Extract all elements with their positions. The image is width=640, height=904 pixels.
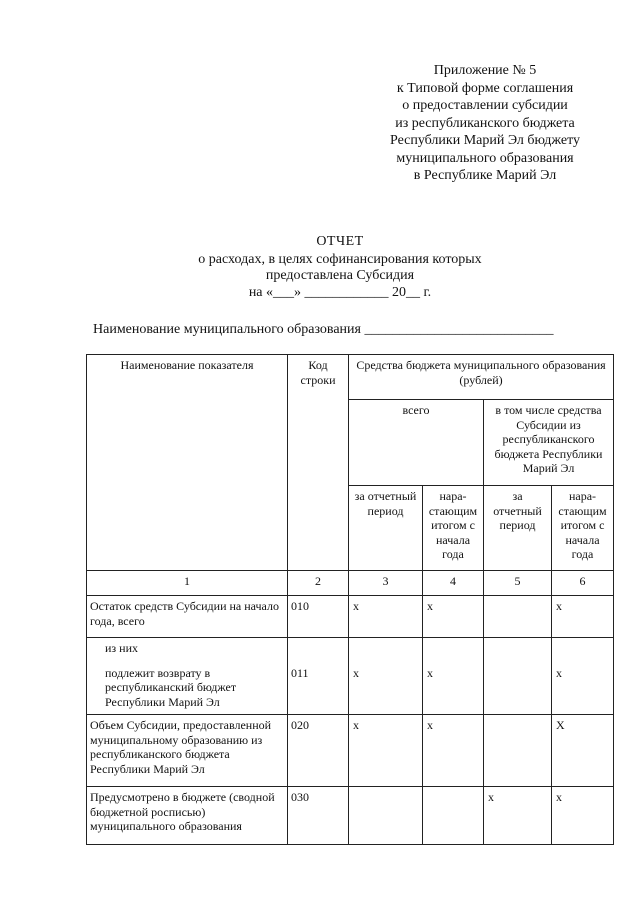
header-indicator: Наименование показателя [87, 355, 288, 571]
row-cell [484, 663, 552, 715]
appendix-line: Приложение № 5 [433, 63, 537, 78]
row-name: из них [87, 638, 288, 663]
row-cell [423, 787, 484, 845]
row-name: Объем Субсидии, предоставленной муниципальному образованию из республиканского бюджета Республики Марий Эл [87, 715, 288, 787]
report-title: ОТЧЕТ [316, 234, 364, 249]
row-cell [484, 715, 552, 787]
row-cell [552, 638, 614, 663]
header-incl-subsidy: в том числе средства Субсидии из республиканского бюджета Республики Марий Эл [484, 400, 614, 486]
row-cell [484, 596, 552, 638]
col-number: 4 [423, 571, 484, 596]
col-number: 2 [288, 571, 349, 596]
col-number: 6 [552, 571, 614, 596]
col-number: 5 [484, 571, 552, 596]
appendix-line: из республиканского бюджета [395, 115, 575, 131]
row-cell: x [484, 787, 552, 845]
report-title-block [150, 234, 530, 301]
row-cell: x [349, 596, 423, 638]
row-cell: x [552, 787, 614, 845]
row-code: 010 [288, 596, 349, 638]
header-period: за отчетный период [484, 486, 552, 571]
appendix-line: Республики Марий Эл бюджету [389, 133, 581, 148]
row-cell [423, 638, 484, 663]
municipality-label: Наименование муниципального образования ___________________________ [93, 322, 554, 337]
row-cell [349, 787, 423, 845]
header-period: за отчетный период [349, 486, 423, 571]
row-cell: x [423, 663, 484, 715]
col-number: 1 [87, 571, 288, 596]
row-cell [484, 638, 552, 663]
report-table [86, 354, 614, 845]
row-code [288, 638, 349, 663]
row-cell [349, 638, 423, 663]
appendix-line: в Республике Марий Эл [413, 168, 557, 183]
appendix-line: к Типовой форме соглашения [396, 80, 574, 96]
report-subtitle-line: о расходах, в целях софинансирования которых [198, 251, 482, 267]
appendix-line: муниципального образования [396, 150, 574, 166]
table-row [87, 596, 614, 638]
appendix-block [360, 62, 610, 185]
table-row [87, 663, 614, 715]
header-total: всего [349, 400, 484, 486]
col-number: 3 [349, 571, 423, 596]
row-cell: x [349, 715, 423, 787]
header-cumulative: нара-стающим итогом с начала года [423, 486, 484, 571]
header-cumulative: нара-стающим итогом с начала года [552, 486, 614, 571]
header-budget-funds: Средства бюджета муниципального образования (рублей) [349, 355, 614, 400]
appendix-line: о предоставлении субсидии [402, 98, 568, 113]
row-code: 030 [288, 787, 349, 845]
row-cell: x [552, 663, 614, 715]
row-code: 020 [288, 715, 349, 787]
header-code: Код строки [288, 355, 349, 571]
report-date-line: на «___» ____________ 20__ г. [248, 284, 432, 300]
row-cell: X [552, 715, 614, 787]
row-name: Предусмотрено в бюджете (сводной бюджетной росписью) муниципального образования [87, 787, 288, 845]
report-subtitle-line: предоставлена Субсидия [265, 268, 415, 283]
table-row [87, 715, 614, 787]
row-cell: x [349, 663, 423, 715]
row-cell: x [423, 715, 484, 787]
row-code: 011 [288, 663, 349, 715]
row-name: подлежит возврату в республиканский бюджет Республики Марий Эл [87, 663, 288, 715]
table-row [87, 787, 614, 845]
row-cell: x [552, 596, 614, 638]
row-name: Остаток средств Субсидии на начало года, всего [87, 596, 288, 638]
table-row [87, 638, 614, 663]
row-cell: x [423, 596, 484, 638]
